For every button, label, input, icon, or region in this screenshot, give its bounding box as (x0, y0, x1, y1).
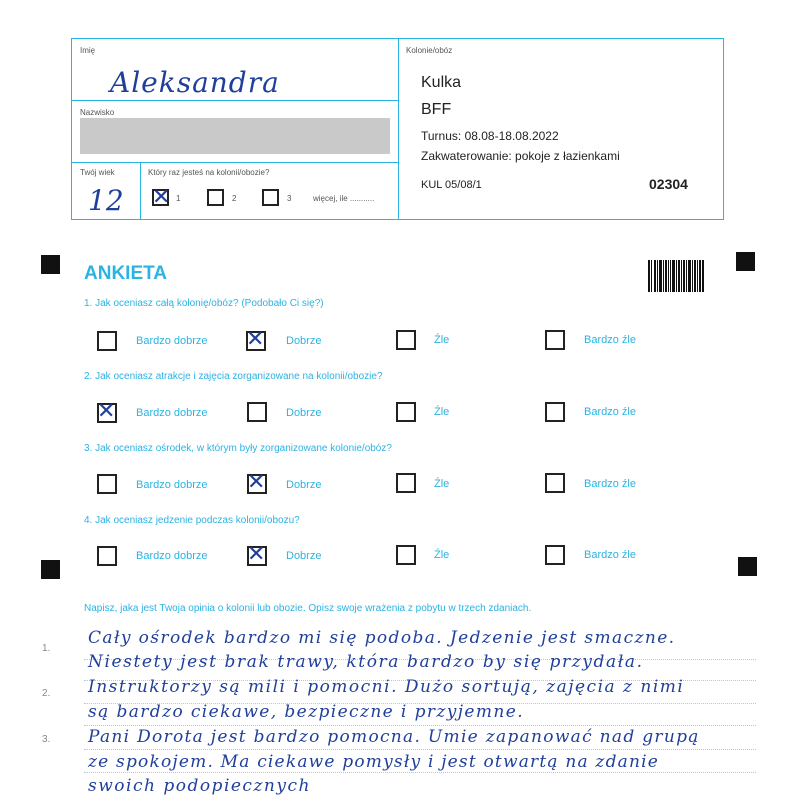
registration-marker-bottom-left (41, 560, 60, 579)
q3-option-dobrze-label: Dobrze (286, 479, 322, 491)
q4-option-bardzo-dobrze-label: Bardzo dobrze (136, 550, 208, 562)
header-row-divider-1 (71, 100, 398, 101)
wiek-value: 12 (88, 184, 124, 217)
q3-option-bardzo-zle-label: Bardzo źle (584, 478, 636, 490)
times-checkbox-2[interactable] (207, 189, 224, 206)
ktory-raz-label: Który raz jesteś na kolonii/obozie? (148, 168, 270, 177)
q1-option-dobrze-label: Dobrze (286, 335, 322, 347)
nazwisko-label: Nazwisko (80, 108, 115, 117)
question-3-text: 3. Jak oceniasz ośrodek, w którym były zorganizowane kolonie/obóz? (84, 443, 392, 454)
question-1-text: 1. Jak oceniasz całą kolonię/obóz? (Podobało Ci się?) (84, 298, 324, 309)
registration-marker-bottom-right (738, 557, 757, 576)
nazwisko-redacted (80, 118, 390, 154)
q1-option-bardzo-dobrze-checkbox[interactable] (97, 331, 117, 351)
handwritten-line-2: Niestety jest brak trawy, która bardzo by się przydała. (88, 652, 644, 672)
times-option-2: 2 (232, 194, 237, 203)
q2-option-bardzo-dobrze-checkbox[interactable] (97, 403, 117, 423)
opinion-prompt: Napisz, jaka jest Twoja opinia o kolonii lub obozie. Opisz swoje wrażenia z pobytu w trzech zdaniach. (84, 603, 532, 614)
kolonie-label: Kolonie/obóz (406, 46, 453, 55)
line-number-3: 3. (42, 734, 51, 745)
q2-option-bardzo-dobrze-label: Bardzo dobrze (136, 407, 208, 419)
q4-option-bardzo-zle-label: Bardzo źle (584, 549, 636, 561)
line-number-1: 1. (42, 643, 51, 654)
q1-option-bardzo-zle-checkbox[interactable] (545, 330, 565, 350)
registration-marker-top-right (736, 252, 755, 271)
q1-option-bardzo-dobrze-label: Bardzo dobrze (136, 335, 208, 347)
wiecej-label: więcej, ile ........... (313, 194, 375, 203)
question-4-text: 4. Jak oceniasz jedzenie podczas kolonii/obozu? (84, 515, 300, 526)
q1-option-zle-label: Źle (434, 334, 450, 346)
q3-option-zle-label: Źle (434, 478, 450, 490)
q3-option-bardzo-dobrze-checkbox[interactable] (97, 474, 117, 494)
handwritten-line-4: są bardzo ciekawe, bezpieczne i przyjemne. (88, 702, 525, 722)
q2-option-zle-checkbox[interactable] (396, 402, 416, 422)
registration-marker-top-left (41, 255, 60, 274)
q2-option-zle-label: Źle (434, 406, 450, 418)
camp-number: 02304 (649, 176, 688, 192)
camp-turnus: Turnus: 08.08-18.08.2022 (421, 129, 559, 143)
handwritten-line-5: Pani Dorota jest bardzo pomocna. Umie zapanować nad grupą (88, 727, 700, 747)
q2-option-dobrze-label: Dobrze (286, 407, 322, 419)
handwritten-line-1: Cały ośrodek bardzo mi się podoba. Jedzenie jest smaczne. (88, 628, 676, 648)
q2-option-bardzo-zle-checkbox[interactable] (545, 402, 565, 422)
header-divider (398, 38, 399, 220)
question-2-text: 2. Jak oceniasz atrakcje i zajęcia zorganizowane na kolonii/obozie? (84, 371, 383, 382)
q4-option-zle-label: Źle (434, 549, 450, 561)
survey-title: ANKIETA (84, 263, 168, 284)
q3-option-bardzo-zle-checkbox[interactable] (545, 473, 565, 493)
header-col-divider (140, 162, 141, 220)
q2-option-bardzo-zle-label: Bardzo źle (584, 406, 636, 418)
barcode (648, 260, 704, 292)
handwritten-line-7: swoich podopiecznych (88, 776, 311, 796)
handwritten-line-6: ze spokojem. Ma ciekawe pomysły i jest otwartą na zdanie (88, 752, 660, 772)
times-option-3: 3 (287, 194, 292, 203)
q4-option-bardzo-dobrze-checkbox[interactable] (97, 546, 117, 566)
writing-line (84, 749, 756, 750)
q1-option-zle-checkbox[interactable] (396, 330, 416, 350)
line-number-2: 2. (42, 688, 51, 699)
camp-name: Kulka (421, 74, 462, 91)
q1-option-dobrze-checkbox[interactable] (246, 331, 266, 351)
q3-option-bardzo-dobrze-label: Bardzo dobrze (136, 479, 208, 491)
times-checkbox-3[interactable] (262, 189, 279, 206)
camp-program: BFF (421, 101, 452, 118)
wiek-label: Twój wiek (80, 168, 115, 177)
writing-line (84, 725, 756, 726)
camp-zakwaterowanie: Zakwaterowanie: pokoje z łazienkami (421, 149, 620, 163)
header-row-divider-2 (71, 162, 398, 163)
q4-option-zle-checkbox[interactable] (396, 545, 416, 565)
camp-code: KUL 05/08/1 (421, 179, 482, 191)
imie-value: Aleksandra (110, 66, 280, 99)
q4-option-dobrze-checkbox[interactable] (247, 546, 267, 566)
times-option-1: 1 (176, 194, 181, 203)
q3-option-zle-checkbox[interactable] (396, 473, 416, 493)
writing-line (84, 772, 756, 773)
handwritten-line-3: Instruktorzy są mili i pomocni. Dużo sortują, zajęcia z nimi (88, 677, 685, 697)
times-checkbox-1[interactable] (152, 189, 169, 206)
q3-option-dobrze-checkbox[interactable] (247, 474, 267, 494)
imie-label: Imię (80, 46, 96, 55)
q4-option-bardzo-zle-checkbox[interactable] (545, 545, 565, 565)
q4-option-dobrze-label: Dobrze (286, 550, 322, 562)
q2-option-dobrze-checkbox[interactable] (247, 402, 267, 422)
q1-option-bardzo-zle-label: Bardzo źle (584, 334, 636, 346)
